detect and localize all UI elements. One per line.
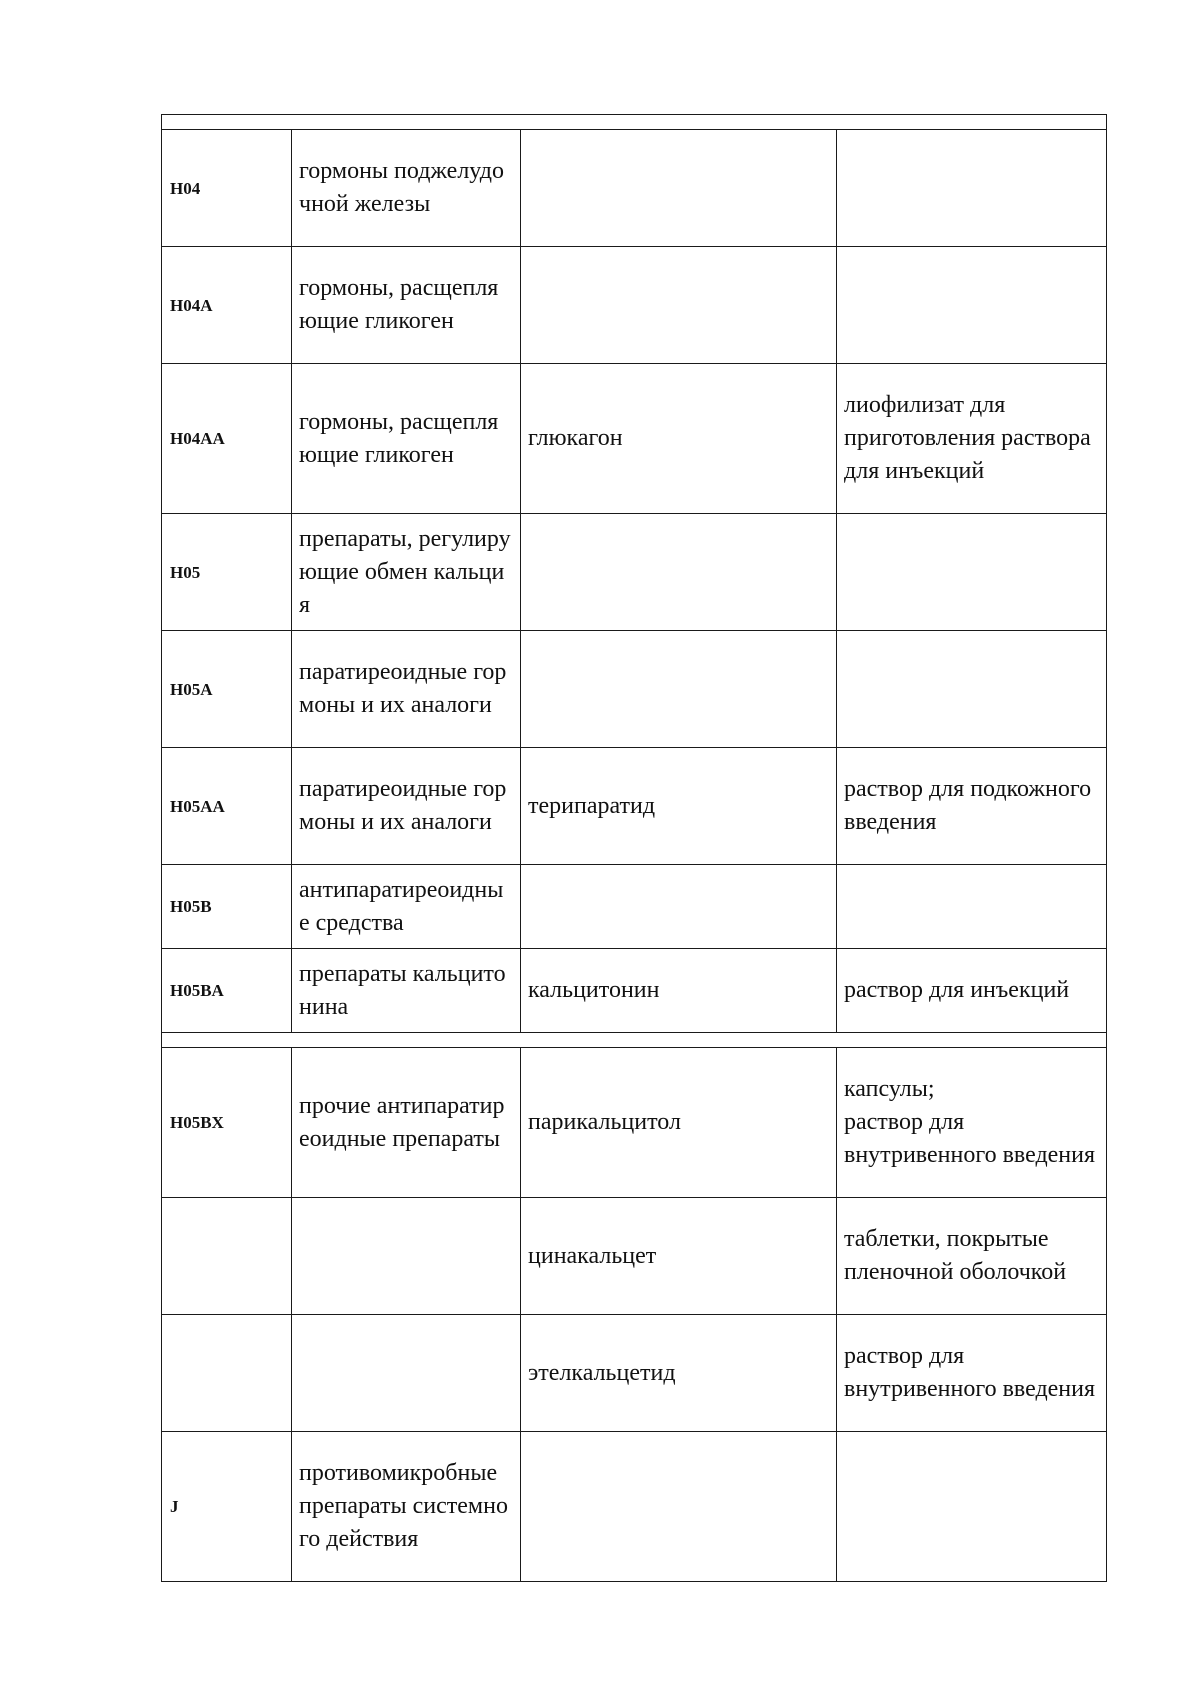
dosage-form-cell (837, 631, 1107, 748)
dosage-form-cell: капсулы; раствор для внутривенного введения (837, 1048, 1107, 1198)
drug-name-cell (521, 130, 837, 247)
drug-name-cell: терипаратид (521, 748, 837, 865)
drug-name-cell (521, 865, 837, 949)
group-name-cell (292, 1198, 521, 1315)
dosage-form-cell (837, 247, 1107, 364)
table-row (162, 631, 1107, 748)
group-name-cell: паратиреоидные гормоны и их аналоги (292, 631, 521, 748)
table-row (162, 949, 1107, 1033)
group-name-cell: противомикробные препараты системного действия (292, 1432, 521, 1582)
table-row (162, 865, 1107, 949)
table-row (162, 247, 1107, 364)
group-name-cell: гормоны, расщепляющие гликоген (292, 364, 521, 514)
dosage-form-cell (837, 514, 1107, 631)
dosage-form-cell (837, 130, 1107, 247)
dosage-form-cell: раствор для внутривенного введения (837, 1315, 1107, 1432)
table-row (162, 364, 1107, 514)
atc-code-cell (162, 1198, 292, 1315)
drug-name-cell: глюкагон (521, 364, 837, 514)
table-row (162, 1315, 1107, 1432)
group-name-cell: прочие антипаратиреоидные препараты (292, 1048, 521, 1198)
table-separator-row (162, 115, 1107, 130)
drug-name-cell (521, 514, 837, 631)
group-name-cell: гормоны поджелудочной железы (292, 130, 521, 247)
table-row (162, 514, 1107, 631)
atc-code-cell: H04 (162, 130, 292, 247)
dosage-form-cell (837, 1432, 1107, 1582)
group-name-cell: антипаратиреоидные средства (292, 865, 521, 949)
atc-code-cell: H05BA (162, 949, 292, 1033)
table-row (162, 1198, 1107, 1315)
atc-code-cell: J (162, 1432, 292, 1582)
atc-code-cell: H05BX (162, 1048, 292, 1198)
atc-code-cell: H05B (162, 865, 292, 949)
drug-name-cell: цинакальцет (521, 1198, 837, 1315)
drug-name-cell: кальцитонин (521, 949, 837, 1033)
drug-name-cell: этелкальцетид (521, 1315, 837, 1432)
atc-code-cell: H04AA (162, 364, 292, 514)
atc-code-cell: H05A (162, 631, 292, 748)
dosage-form-cell: лиофилизат для приготовления раствора для инъекций (837, 364, 1107, 514)
dosage-form-cell: раствор для подкожного введения (837, 748, 1107, 865)
atc-code-cell: H04A (162, 247, 292, 364)
drug-classification-table (161, 114, 1107, 1582)
dosage-form-cell: раствор для инъекций (837, 949, 1107, 1033)
dosage-form-cell (837, 865, 1107, 949)
table-row (162, 130, 1107, 247)
table-row (162, 1432, 1107, 1582)
atc-code-cell (162, 1315, 292, 1432)
drug-name-cell (521, 1432, 837, 1582)
group-name-cell: препараты кальцитонина (292, 949, 521, 1033)
drug-name-cell (521, 631, 837, 748)
drug-name-cell (521, 247, 837, 364)
group-name-cell: препараты, регулирующие обмен кальция (292, 514, 521, 631)
group-name-cell: паратиреоидные гормоны и их аналоги (292, 748, 521, 865)
drug-name-cell: парикальцитол (521, 1048, 837, 1198)
atc-code-cell: H05AA (162, 748, 292, 865)
group-name-cell: гормоны, расщепляющие гликоген (292, 247, 521, 364)
atc-code-cell: H05 (162, 514, 292, 631)
group-name-cell (292, 1315, 521, 1432)
table-separator-row (162, 1033, 1107, 1048)
table-row (162, 1048, 1107, 1198)
dosage-form-cell: таблетки, покрытые пленочной оболочкой (837, 1198, 1107, 1315)
table-row (162, 748, 1107, 865)
